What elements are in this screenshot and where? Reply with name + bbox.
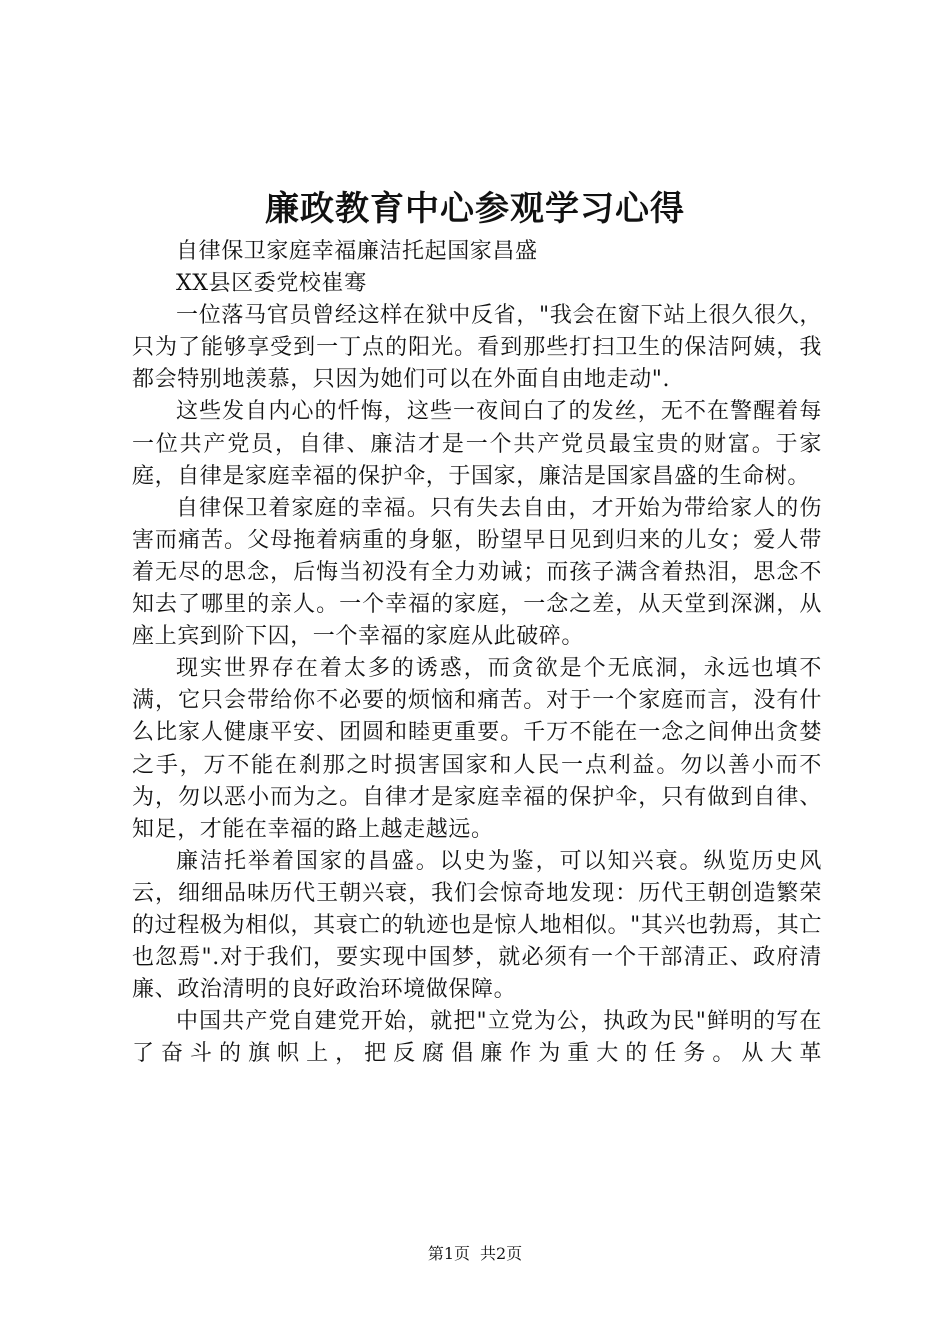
document-title: 廉政教育中心参观学习心得	[265, 189, 685, 229]
body-paragraph: 中国共产党自建党开始，就把"立党为公，执政为民"鲜明的写在了奋斗的旗帜上，把反腐倡廉作为重大的任务。从大革	[132, 1009, 822, 1067]
page-footer	[0, 1244, 950, 1264]
body-paragraph: 一位落马官员曾经这样在狱中反省，"我会在窗下站上很久很久，只为了能够享受到一丁点的阳光。看到那些打扫卫生的保洁阿姨，我都会特别地羡慕，只因为她们可以在外面自由地走动".	[132, 303, 822, 393]
body-paragraph: 现实世界存在着太多的诱惑，而贪欲是个无底洞，永远也填不满，它只会带给你不必要的烦恼和痛苦。对于一个家庭而言，没有什么比家人健康平安、团圆和睦更重要。千万不能在一念之间伸出贪婪之手，万不能在刹那之时损害国家和人民一点利益。勿以善小而不为，勿以恶小而为之。自律才是家庭幸福的保护伞，只有做到自律、知足，才能在幸福的路上越走越远。	[132, 656, 822, 842]
document-body	[132, 236, 822, 1070]
body-paragraph: 廉洁托举着国家的昌盛。以史为鉴，可以知兴衰。纵览历史风云，细细品味历代王朝兴衰，我们会惊奇地发现：历代王朝创造繁荣的过程极为相似，其衰亡的轨迹也是惊人地相似。"其兴也勃焉，其亡也忽焉".对于我们，要实现中国梦，就必须有一个干部清正、政府清廉、政治清明的良好政治环境做保障。	[132, 848, 822, 1003]
subtitle-line: 自律保卫家庭幸福廉洁托起国家昌盛	[176, 239, 538, 264]
body-paragraph: 自律保卫着家庭的幸福。只有失去自由，才开始为带给家人的伤害而痛苦。父母拖着病重的身躯，盼望早日见到归来的儿女；爱人带着无尽的思念，后悔当初没有全力劝诫；而孩子满含着热泪，思念不知去了哪里的亲人。一个幸福的家庭，一念之差，从天堂到深渊，从座上宾到阶下囚，一个幸福的家庭从此破碎。	[132, 495, 822, 650]
page-number: 第1页	[427, 1244, 470, 1263]
author-line: XX县区委党校崔骞	[176, 271, 367, 297]
body-paragraph: 这些发自内心的忏悔，这些一夜间白了的发丝，无不在警醒着每一位共产党员，自律、廉洁才是一个共产党员最宝贵的财富。于家庭，自律是家庭幸福的保护伞，于国家，廉洁是国家昌盛的生命树。	[132, 399, 822, 489]
page-total: 共2页	[480, 1244, 523, 1263]
